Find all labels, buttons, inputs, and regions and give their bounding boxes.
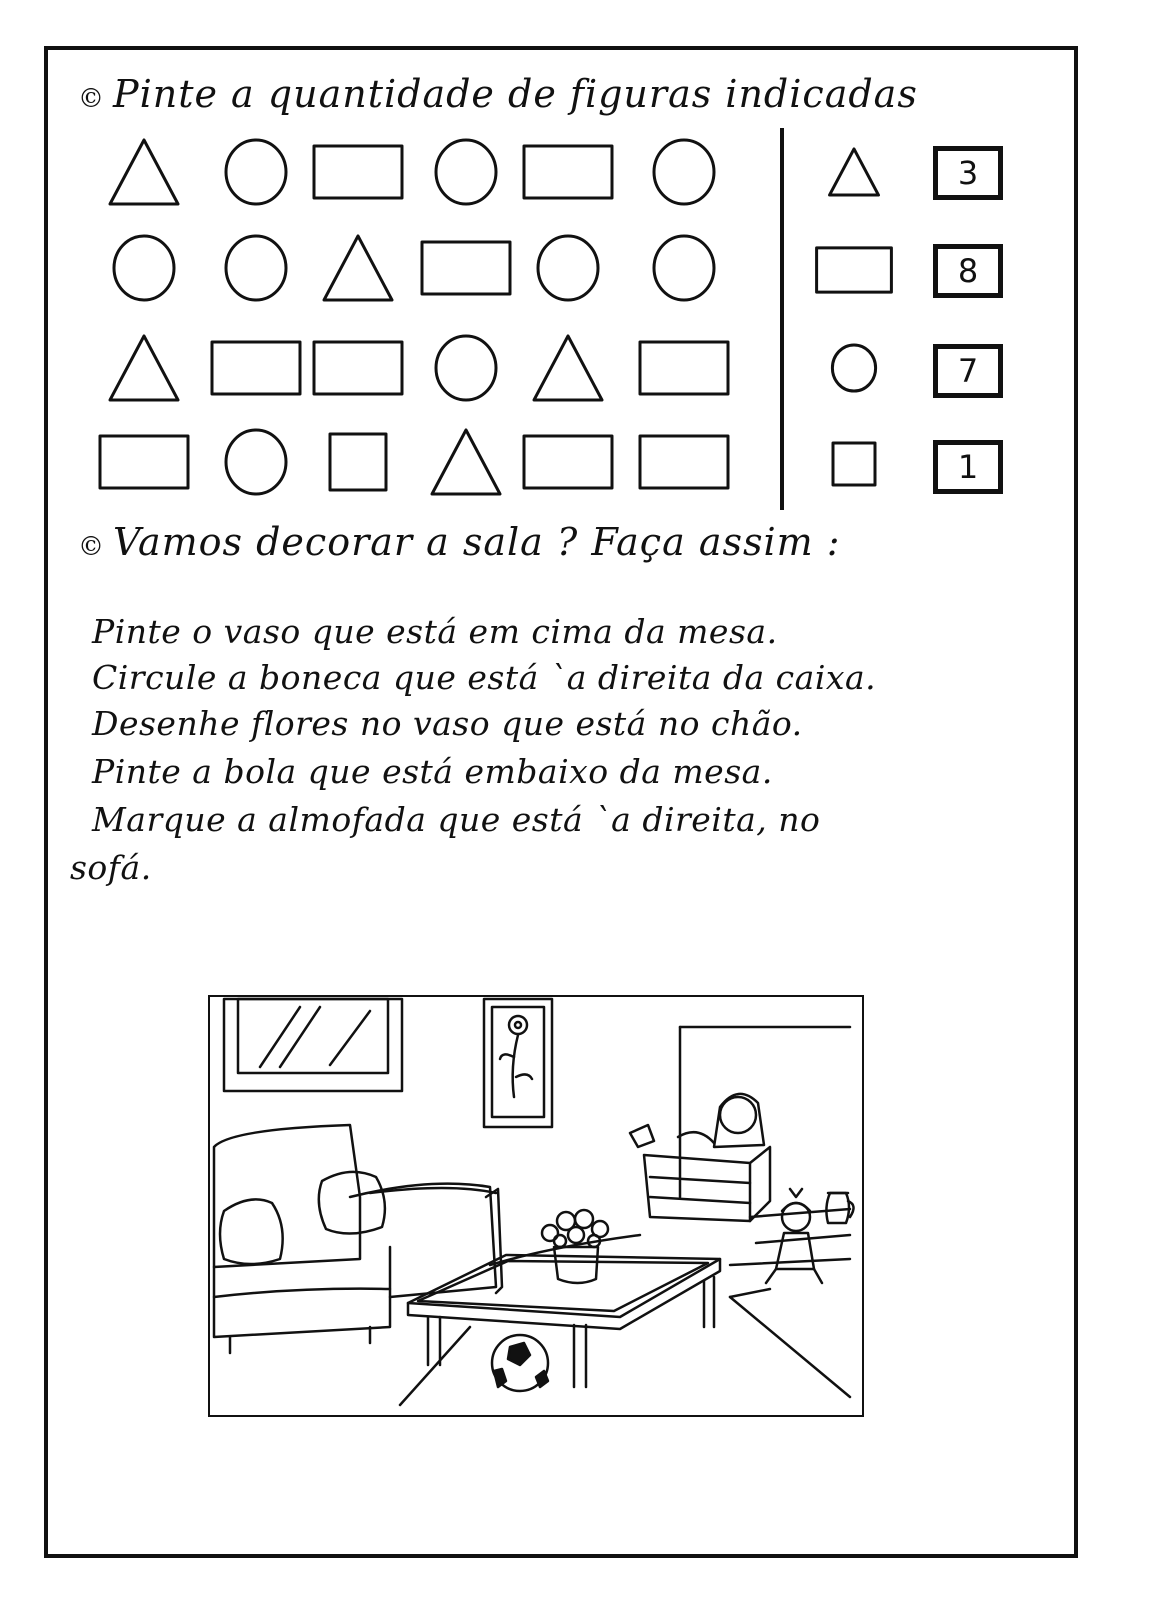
grid-circle-r1c4 (436, 140, 496, 204)
grid-rectangle-r3c2 (212, 342, 300, 394)
grid-circle-r2c1 (114, 236, 174, 300)
grid-circle-r2c6 (654, 236, 714, 300)
grid-circle-r1c6 (654, 140, 714, 204)
legend-triangle (830, 149, 879, 195)
grid-triangle-r3c1 (110, 336, 178, 400)
legend-circle (832, 345, 875, 391)
grid-rectangle-r1c5 (524, 146, 612, 198)
count-square: 1 (957, 448, 979, 486)
legend-rectangle (817, 248, 892, 292)
grid-rectangle-r4c6 (640, 436, 728, 488)
grid-rectangle-r3c6 (640, 342, 728, 394)
grid-circle-r4c2 (226, 430, 286, 494)
count-circle: 7 (957, 352, 979, 390)
grid-rectangle-r1c3 (314, 146, 402, 198)
grid-triangle-r3c5 (534, 336, 602, 400)
instruction-line-3: Desenhe flores no vaso que está no chão. (92, 704, 803, 743)
wall-corner (680, 1027, 850, 1197)
grid-rectangle-r4c5 (524, 436, 612, 488)
count-triangle: 3 (957, 154, 979, 192)
grid-rectangle-r4c1 (100, 436, 188, 488)
toy-box (630, 1094, 770, 1221)
instruction-line-1: Pinte o vaso que está em cima da mesa. (92, 612, 778, 651)
coffee-table (408, 1255, 720, 1387)
grid-circle-r3c4 (436, 336, 496, 400)
count-box-square (933, 440, 1003, 494)
instruction-line-4: Pinte a bola que está embaixo da mesa. (92, 752, 773, 791)
living-room-illustration (208, 995, 864, 1417)
soccer-ball (492, 1335, 548, 1391)
section2-bullet: © (78, 532, 105, 562)
instruction-line-2: Circule a boneca que está `a direita da caixa. (92, 658, 877, 697)
grid-triangle-r2c3 (324, 236, 392, 300)
window (224, 999, 402, 1091)
grid-rectangle-r3c3 (314, 342, 402, 394)
grid-rectangle-r2c4 (422, 242, 510, 294)
grid-triangle-r1c1 (110, 140, 178, 204)
instruction-line-5: Marque a almofada que está `a direita, no (92, 800, 821, 839)
section1-instruction: Pinte a quantidade de figuras indicadas (113, 72, 918, 116)
grid-triangle-r4c4 (432, 430, 500, 494)
grid-circle-r2c5 (538, 236, 598, 300)
legend-square (833, 443, 875, 485)
count-box-rectangle (933, 244, 1003, 298)
wall-hanging (484, 999, 552, 1127)
count-box-circle (933, 344, 1003, 398)
grid-circle-r1c2 (226, 140, 286, 204)
section2-instruction: Vamos decorar a sala ? Faça assim : (113, 520, 841, 564)
grid-square-r4c3 (330, 434, 386, 490)
table-vase (542, 1210, 608, 1283)
floor-doll (766, 1189, 822, 1283)
section1-bullet: © (78, 84, 105, 114)
grid-circle-r2c2 (226, 236, 286, 300)
section1-divider (780, 128, 784, 510)
count-rectangle: 8 (957, 252, 979, 290)
section2-heading (78, 520, 841, 564)
count-box-triangle (933, 146, 1003, 200)
instruction-line-6: sofá. (70, 848, 152, 887)
